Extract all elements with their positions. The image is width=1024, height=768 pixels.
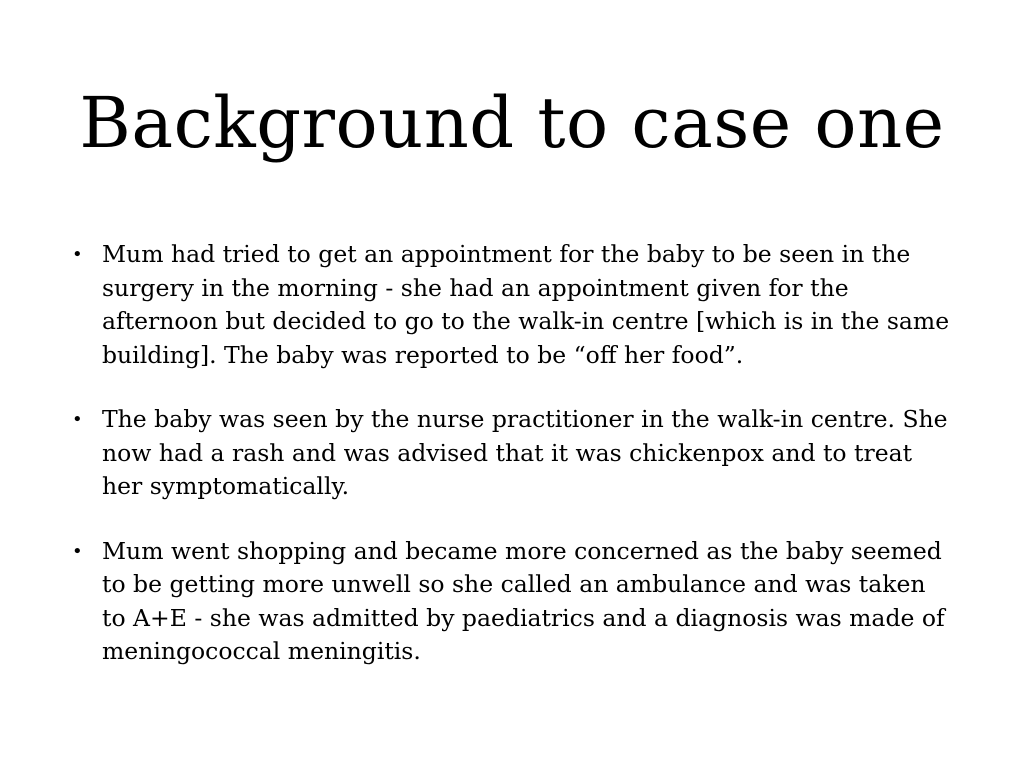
bullet-item-3 [72, 535, 952, 669]
bullet-marker-icon: • [72, 409, 83, 430]
bullet-marker-icon: • [72, 244, 83, 265]
bullet-text: Mum went shopping and became more concerned as the baby seemed to be getting more unwell so she called an ambulance and was taken to A+E - she was admitted by paediatrics and a diagnosis was made of meningococcal meningitis. [102, 536, 945, 665]
bullet-item-2 [72, 403, 952, 504]
bullet-item-1 [72, 238, 952, 372]
bullet-marker-icon: • [72, 540, 83, 562]
bullet-text: The baby was seen by the nurse practitioner in the walk-in centre. She now had a rash and was advised that it was chickenpox and to treat her symptomatically. [102, 405, 948, 500]
bullet-list [72, 238, 952, 700]
bullet-text: Mum had tried to get an appointment for the baby to be seen in the surgery in the morning - she had an appointment given for the afternoon but decided to go to the walk-in centre [which is in the same building]. The baby was reported to be “off her food”. [102, 240, 950, 369]
slide-title: Background to case one [79, 82, 945, 164]
